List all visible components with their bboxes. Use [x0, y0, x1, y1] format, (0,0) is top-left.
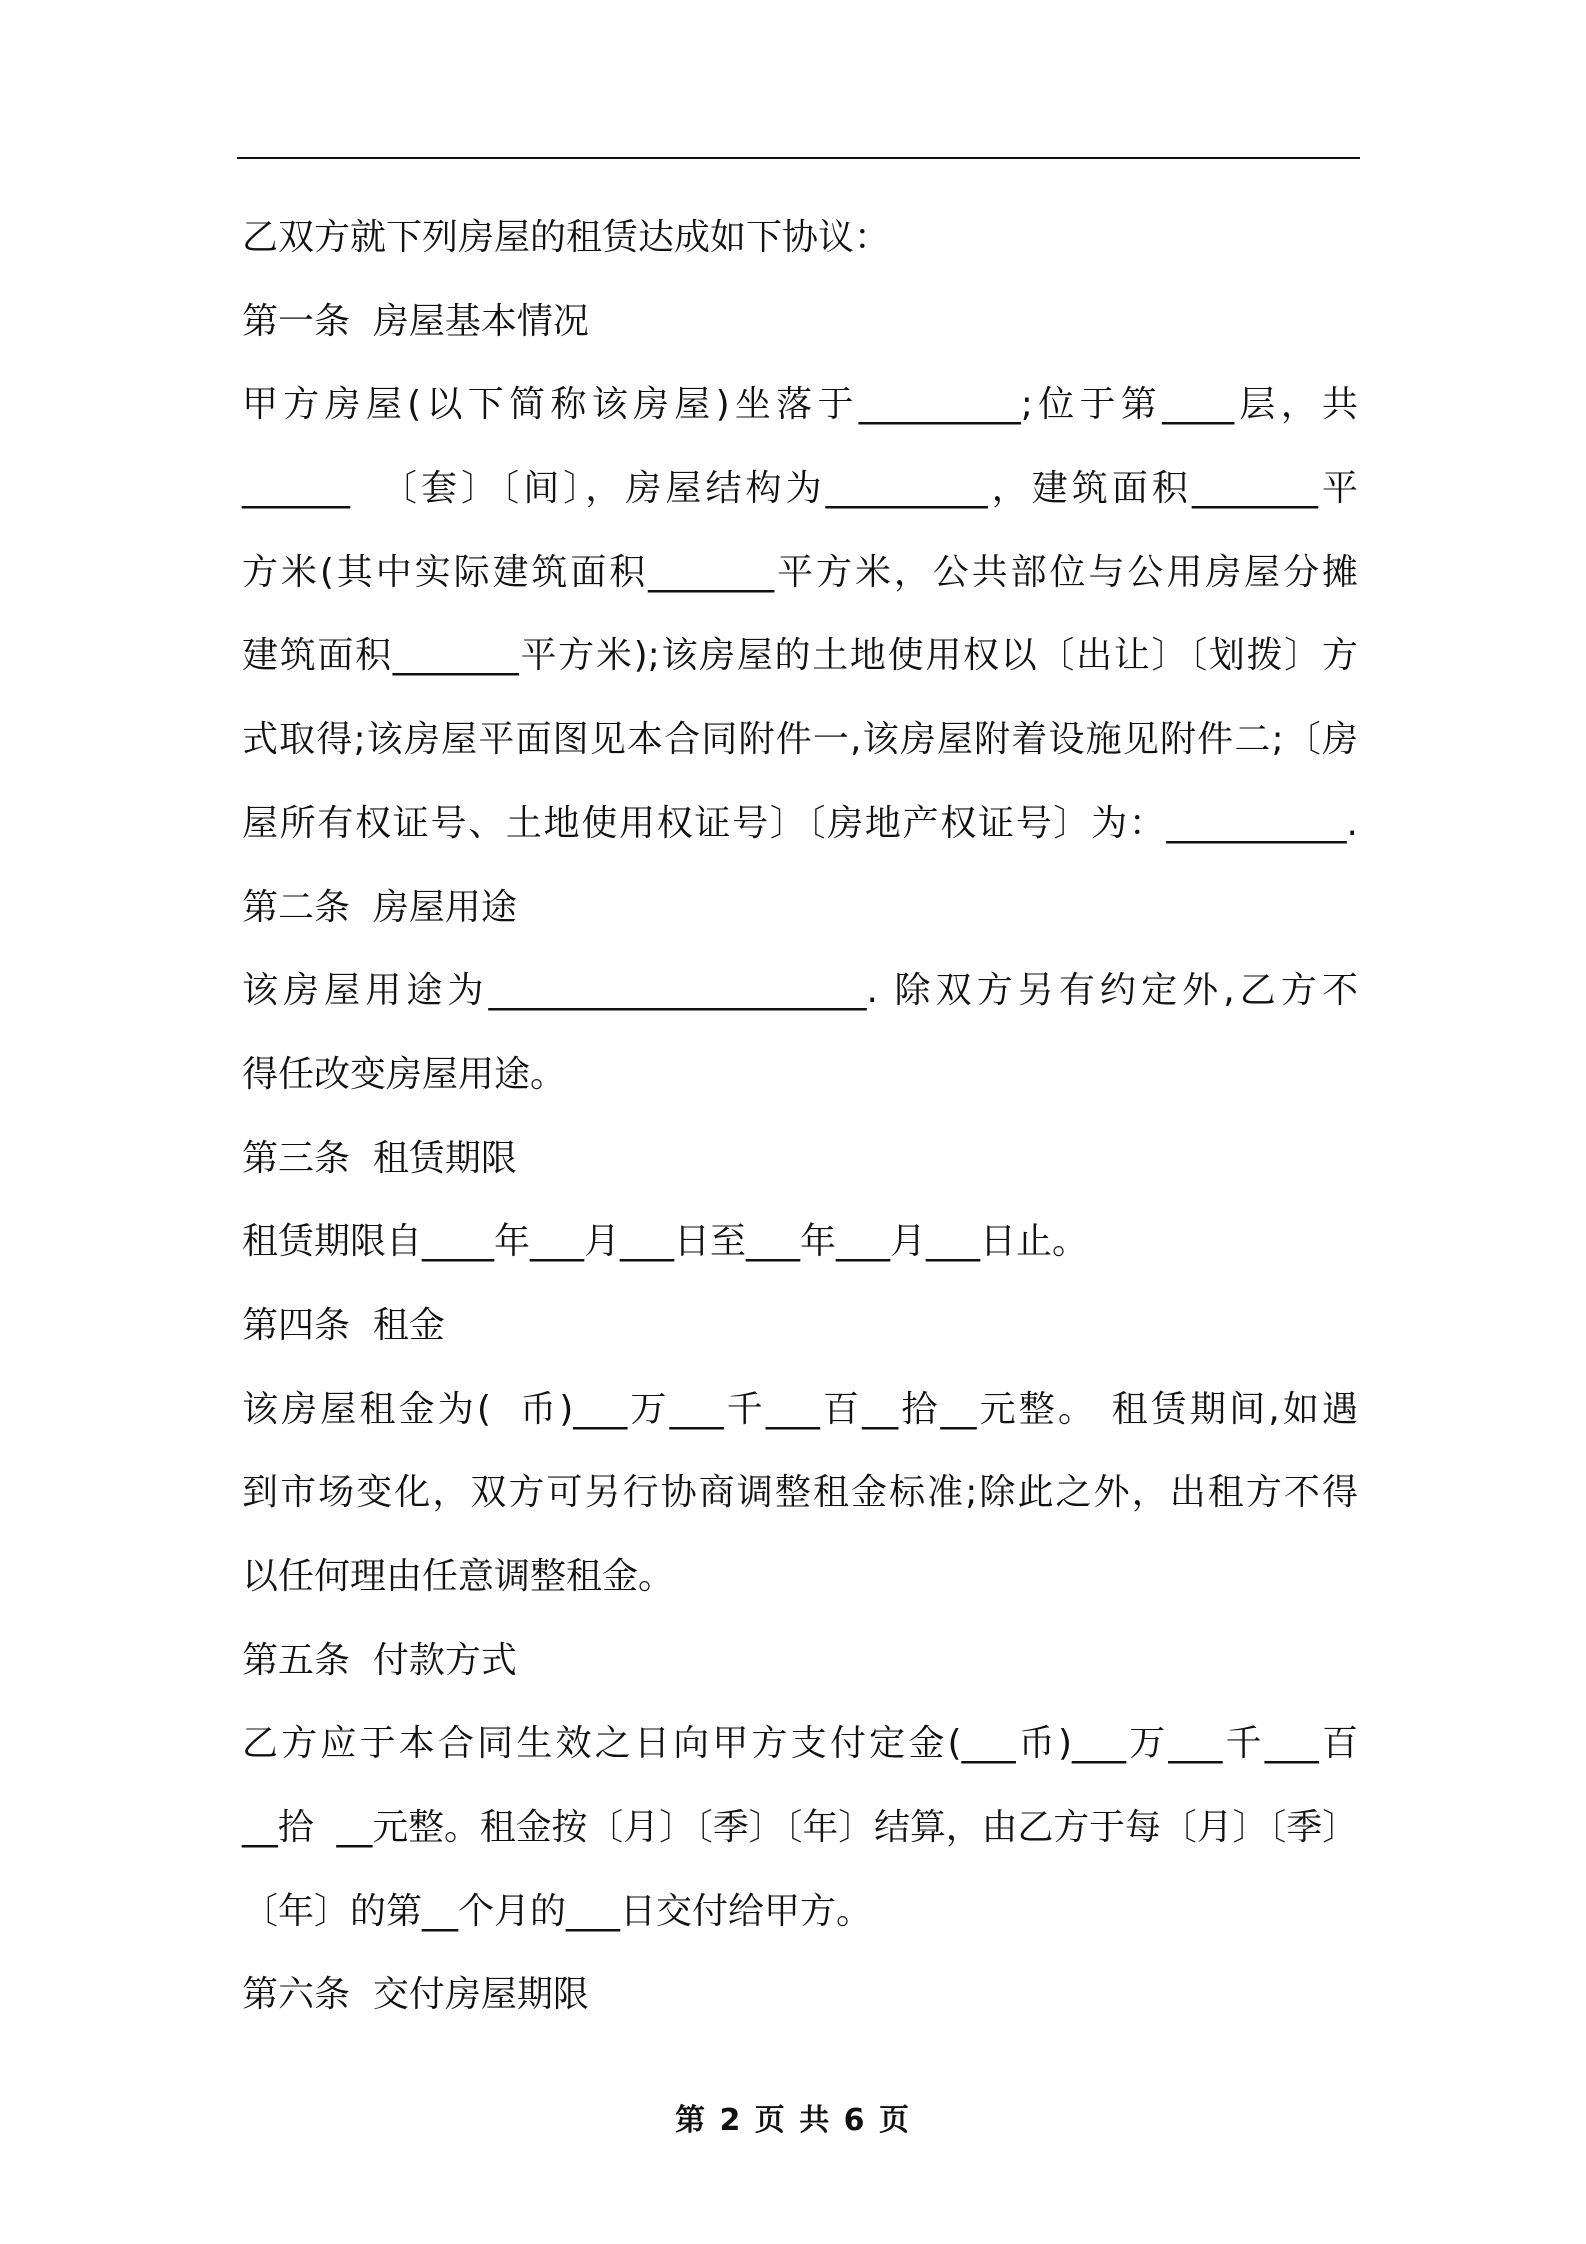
document-body — [242, 196, 1358, 2037]
article-heading-6: 第六条 交付房屋期限 — [242, 1974, 589, 2016]
article-heading-2: 第二条 房屋用途 — [242, 886, 517, 928]
article-heading-4: 第四条 租金 — [242, 1304, 445, 1346]
paragraph-line: 方米(其中实际建筑面积_______平方米，公共部位与公用房屋分摊 — [242, 551, 1358, 593]
paragraph-line: 屋所有权证号、土地使用权证号〕〔房地产权证号〕为：__________. — [242, 802, 1358, 844]
article-heading-1: 第一条 房屋基本情况 — [242, 300, 589, 342]
page-number: 第 2 页 共 6 页 — [675, 2103, 911, 2138]
header-rule — [237, 157, 1360, 159]
paragraph-line: 该房屋租金为( 币)___万___千___百__拾__元整。 租赁期间,如遇 — [242, 1388, 1358, 1430]
paragraph-line: ______ 〔套〕〔间〕，房屋结构为_________，建筑面积_______平 — [242, 468, 1358, 510]
paragraph-line: 乙双方就下列房屋的租赁达成如下协议： — [242, 217, 891, 258]
paragraph-line: 到市场变化，双方可另行协商调整租金标准;除此之外，出租方不得 — [242, 1472, 1358, 1514]
paragraph-line: 〔年〕的第__个月的___日交付给甲方。 — [242, 1890, 873, 1932]
paragraph-line: 甲方房屋(以下简称该房屋)坐落于_________;位于第____层，共 — [242, 384, 1358, 426]
article-heading-3: 第三条 租赁期限 — [242, 1137, 517, 1179]
paragraph-line: 建筑面积_______平方米);该房屋的土地使用权以〔出让〕〔划拨〕方 — [242, 635, 1358, 677]
paragraph-line: 以任何理由任意调整租金。 — [242, 1556, 675, 1597]
article-heading-5: 第五条 付款方式 — [242, 1639, 517, 1681]
paragraph-line: 该房屋用途为_____________________. 除双方另有约定外,乙方不 — [242, 970, 1358, 1012]
paragraph-line: 乙方应于本合同生效之日向甲方支付定金(___币)___万___千___百 — [242, 1723, 1358, 1765]
paragraph-line: 得任改变房屋用途。 — [242, 1053, 567, 1095]
paragraph-line: __拾 __元整。租金按〔月〕〔季〕〔年〕结算，由乙方于每〔月〕〔季〕 — [242, 1807, 1358, 1849]
paragraph-line: 租赁期限自____年___月___日至___年___月___日止。 — [242, 1221, 1089, 1263]
paragraph-line: 式取得;该房屋平面图见本合同附件一,该房屋附着设施见附件二;〔房 — [242, 719, 1358, 761]
